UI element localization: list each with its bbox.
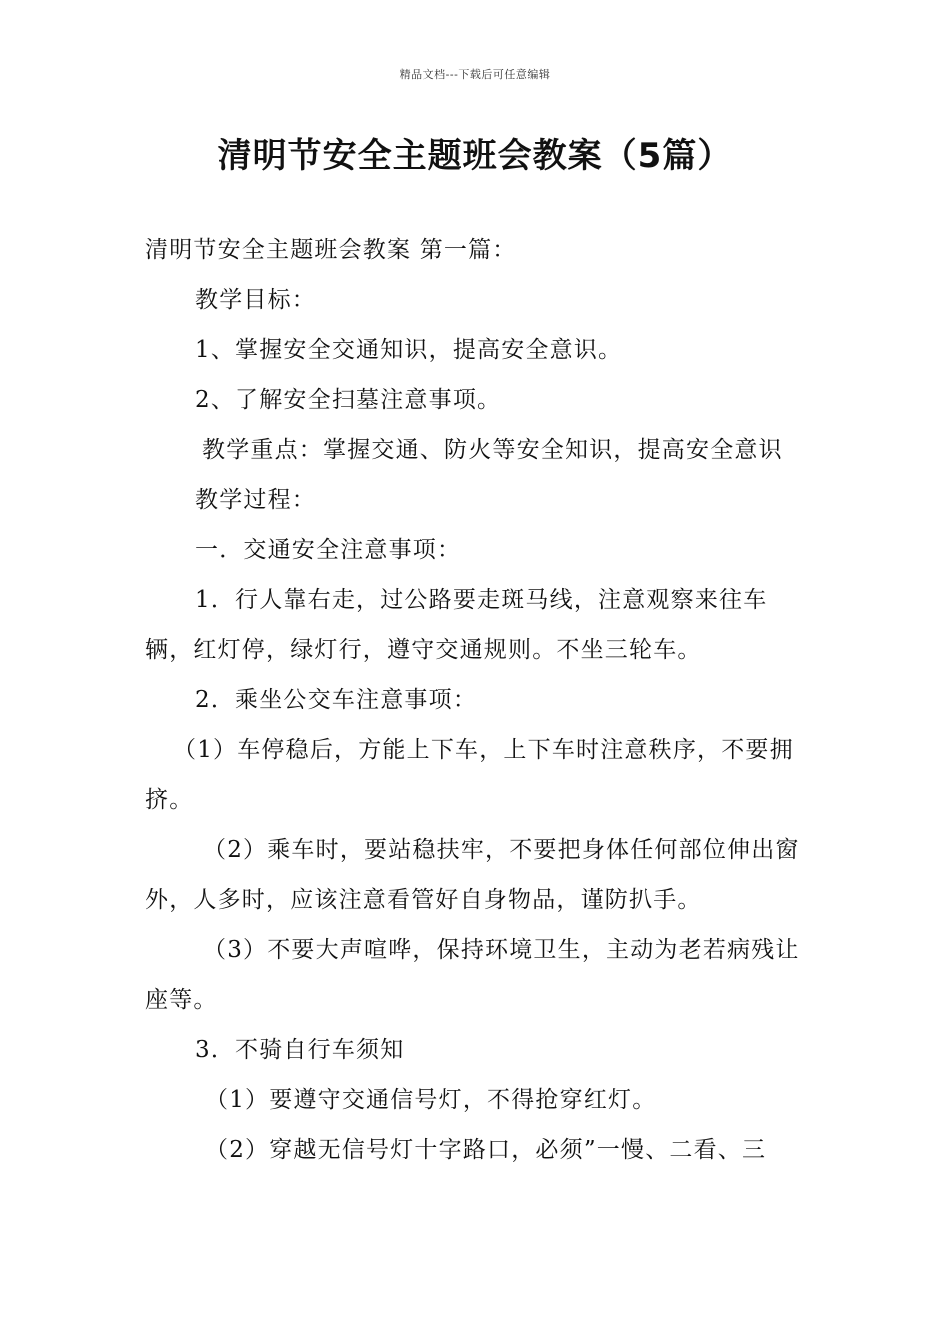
paragraph: 1．行人靠右走，过公路要走斑马线，注意观察来往车辆，红灯停，绿灯行，遵守交通规则。不坐三轮车。 [145,587,768,663]
document-title: 清明节安全主题班会教案（5篇） [217,136,733,176]
header-note: 精品文档---下载后可任意编辑 [399,68,551,81]
paragraph: 教学重点：掌握交通、防火等安全知识，提高安全意识 [202,437,783,463]
document-body [145,225,810,1175]
paragraph: 1、掌握安全交通知识，提高安全意识。 [195,337,623,363]
paragraph: 清明节安全主题班会教案 第一篇： [145,237,517,263]
paragraph: 3．不骑自行车须知 [195,1037,405,1063]
paragraph: 教学过程： [195,487,316,513]
paragraph: （1）车停稳后，方能上下车，上下车时注意秩序，不要拥挤。 [145,737,794,813]
paragraph: （2）穿越无信号灯十字路口，必须”一慢、二看、三 [205,1137,767,1163]
paragraph: 一．交通安全注意事项： [195,537,462,563]
paragraph: （2）乘车时，要站稳扶牢，不要把身体任何部位伸出窗外，人多时，应该注意看管好自身物品，谨防扒手。 [145,837,800,913]
paragraph: （1）要遵守交通信号灯，不得抢穿红灯。 [205,1087,657,1113]
paragraph: 2、了解安全扫墓注意事项。 [195,387,502,413]
paragraph: （3）不要大声喧哗，保持环境卫生，主动为老若病残让座等。 [145,937,800,1013]
paragraph: 教学目标： [195,287,316,313]
paragraph: 2．乘坐公交车注意事项： [195,687,478,713]
